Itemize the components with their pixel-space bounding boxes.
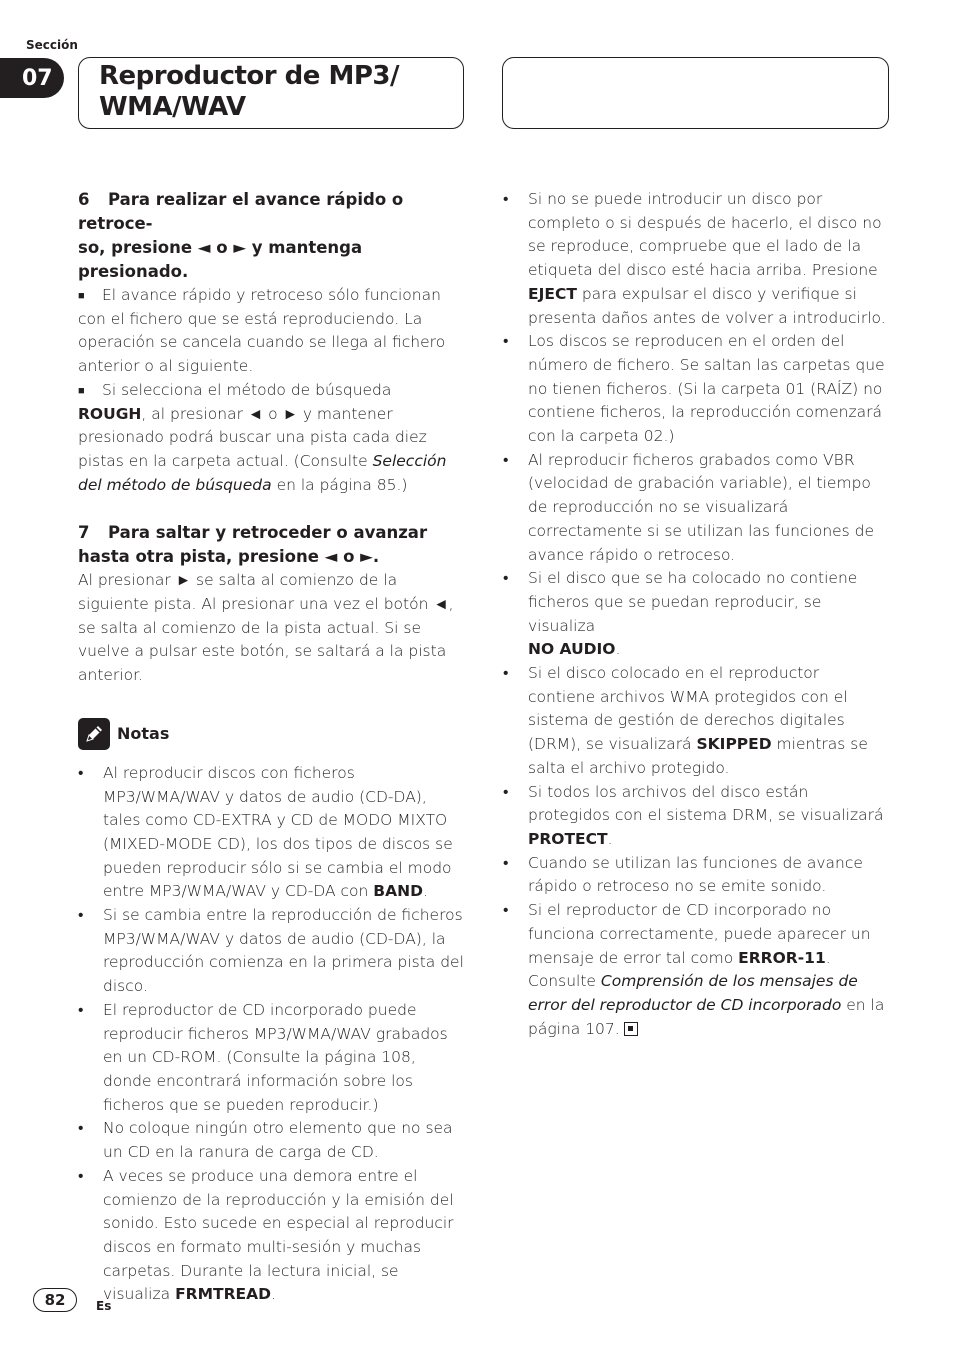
list-item: • A veces se produce una demora entre el comienzo de la reproducción y la emisión del sonido. Esto sucede en especial al reproducir discos en formato multi-sesión y muchas carpetas. Durante la lectura inicial, se visualiza FRMTREAD. — [78, 1165, 466, 1307]
empty-title-box — [502, 57, 889, 129]
list-item: • Si el reproductor de CD incorporado no funciona correctamente, puede aparecer un mensaje de error tal como ERROR-11. Consulte Comprensión de los mensajes de error del reproductor de CD incorporado en la página 107. — [503, 899, 891, 1041]
step-number: 6 — [78, 190, 90, 209]
list-item: • El reproductor de CD incorporado puede reproducir ficheros MP3/WMA/WAV grabados en un CD-ROM. (Consulte la página 108, donde encontrará información sobre los ficheros que se pueden reproducir.) — [78, 999, 466, 1118]
list-item: • Si el disco colocado en el reproductor contiene archivos WMA protegidos con el sistema de gestión de derechos digitales (DRM), se visualizará SKIPPED mientras se salta el archivo protegido. — [503, 662, 891, 781]
chapter-title-line2: WMA/WAV — [99, 92, 246, 122]
page-number: 82 — [33, 1288, 77, 1312]
list-item: • Si no se puede introducir un disco por completo o si después de hacerlo, el disco no se reproduce, compruebe que el lado de la etiqueta del disco esté hacia arriba. Presione EJECT para expulsar el disco y verifique si presenta daños antes de volver a introducirlo. — [503, 188, 891, 330]
chapter-title — [99, 61, 463, 123]
notes-list-right — [503, 188, 891, 1041]
list-item: • Si todos los archivos del disco están protegidos con el sistema DRM, se visualizará PROTECT. — [503, 781, 891, 852]
notes-header — [78, 718, 466, 750]
step-7-heading: 7 Para saltar y retroceder o avanzar hasta otra pista, presione ◄ o ►. — [78, 523, 428, 567]
step-6-note: ■ Si selecciona el método de búsqueda ROUGH, al presionar ◄ o ► y mantener presionado podrá buscar una pista cada diez pistas en la carpeta actual. (Consulte Selección del método de búsqueda en la página 85.) — [78, 380, 447, 494]
notes-label: Notas — [117, 723, 170, 743]
square-bullet-icon: ■ — [78, 383, 85, 397]
list-item: • Si el disco que se ha colocado no contiene ficheros que se puedan reproducir, se visualiza NO AUDIO. — [503, 567, 891, 662]
left-column — [78, 188, 466, 1307]
step-6-note: ■ El avance rápido y retroceso sólo funcionan con el fichero que se está reproduciendo. La operación se cancela cuando se llega al fichero anterior o al siguiente. — [78, 286, 446, 376]
language-code: Es — [96, 1299, 112, 1313]
step-number: 7 — [78, 523, 90, 543]
pencil-note-icon — [78, 718, 110, 750]
right-column — [503, 188, 891, 1041]
notes-list-left — [78, 762, 466, 1307]
list-item: • Al reproducir discos con ficheros MP3/WMA/WAV y datos de audio (CD-DA), tales como CD-EXTRA y CD de MODO MIXTO (MIXED-MODE CD), los dos tipos de discos se pueden reproducir sólo si se cambia el modo entre MP3/WMA/WAV y CD-DA con BAND. — [78, 762, 466, 904]
step-7-body: Al presionar ► se salta al comienzo de la siguiente pista. Al presionar una vez el botón ◄, se salta al comienzo de la pista actual. Si se vuelve a pulsar este botón, se saltará a la pista anterior. — [78, 571, 454, 685]
step-6-heading: 6 Para realizar el avance rápido o retroce- so, presione ◄ o ► y mantenga presionado. — [78, 190, 404, 281]
chapter-title-box — [78, 57, 464, 129]
end-of-section-icon — [624, 1022, 638, 1036]
list-item: • Cuando se utilizan las funciones de avance rápido o retroceso no se emite sonido. — [503, 852, 891, 899]
section-label: Sección — [26, 38, 78, 52]
section-number-tab: 07 — [0, 58, 64, 98]
list-item: • Al reproducir ficheros grabados como VBR (velocidad de grabación variable), el tiempo de reproducción no se visualizará correctamente si se utilizan las funciones de avance rápido o retroceso. — [503, 449, 891, 568]
chapter-title-line1: Reproductor de MP3/ — [99, 61, 399, 91]
list-item: • No coloque ningún otro elemento que no sea un CD en la ranura de carga de CD. — [78, 1117, 466, 1164]
square-bullet-icon: ■ — [78, 289, 85, 302]
list-item: • Los discos se reproducen en el orden del número de fichero. Se saltan las carpetas que no tienen ficheros. (Si la carpeta 01 (RAÍZ) no contiene ficheros, la reproducción comenzará con la carpeta 02.) — [503, 330, 891, 449]
list-item: • Si se cambia entre la reproducción de ficheros MP3/WMA/WAV y datos de audio (CD-DA), la reproducción comienza en la primera pista del disco. — [78, 904, 466, 999]
